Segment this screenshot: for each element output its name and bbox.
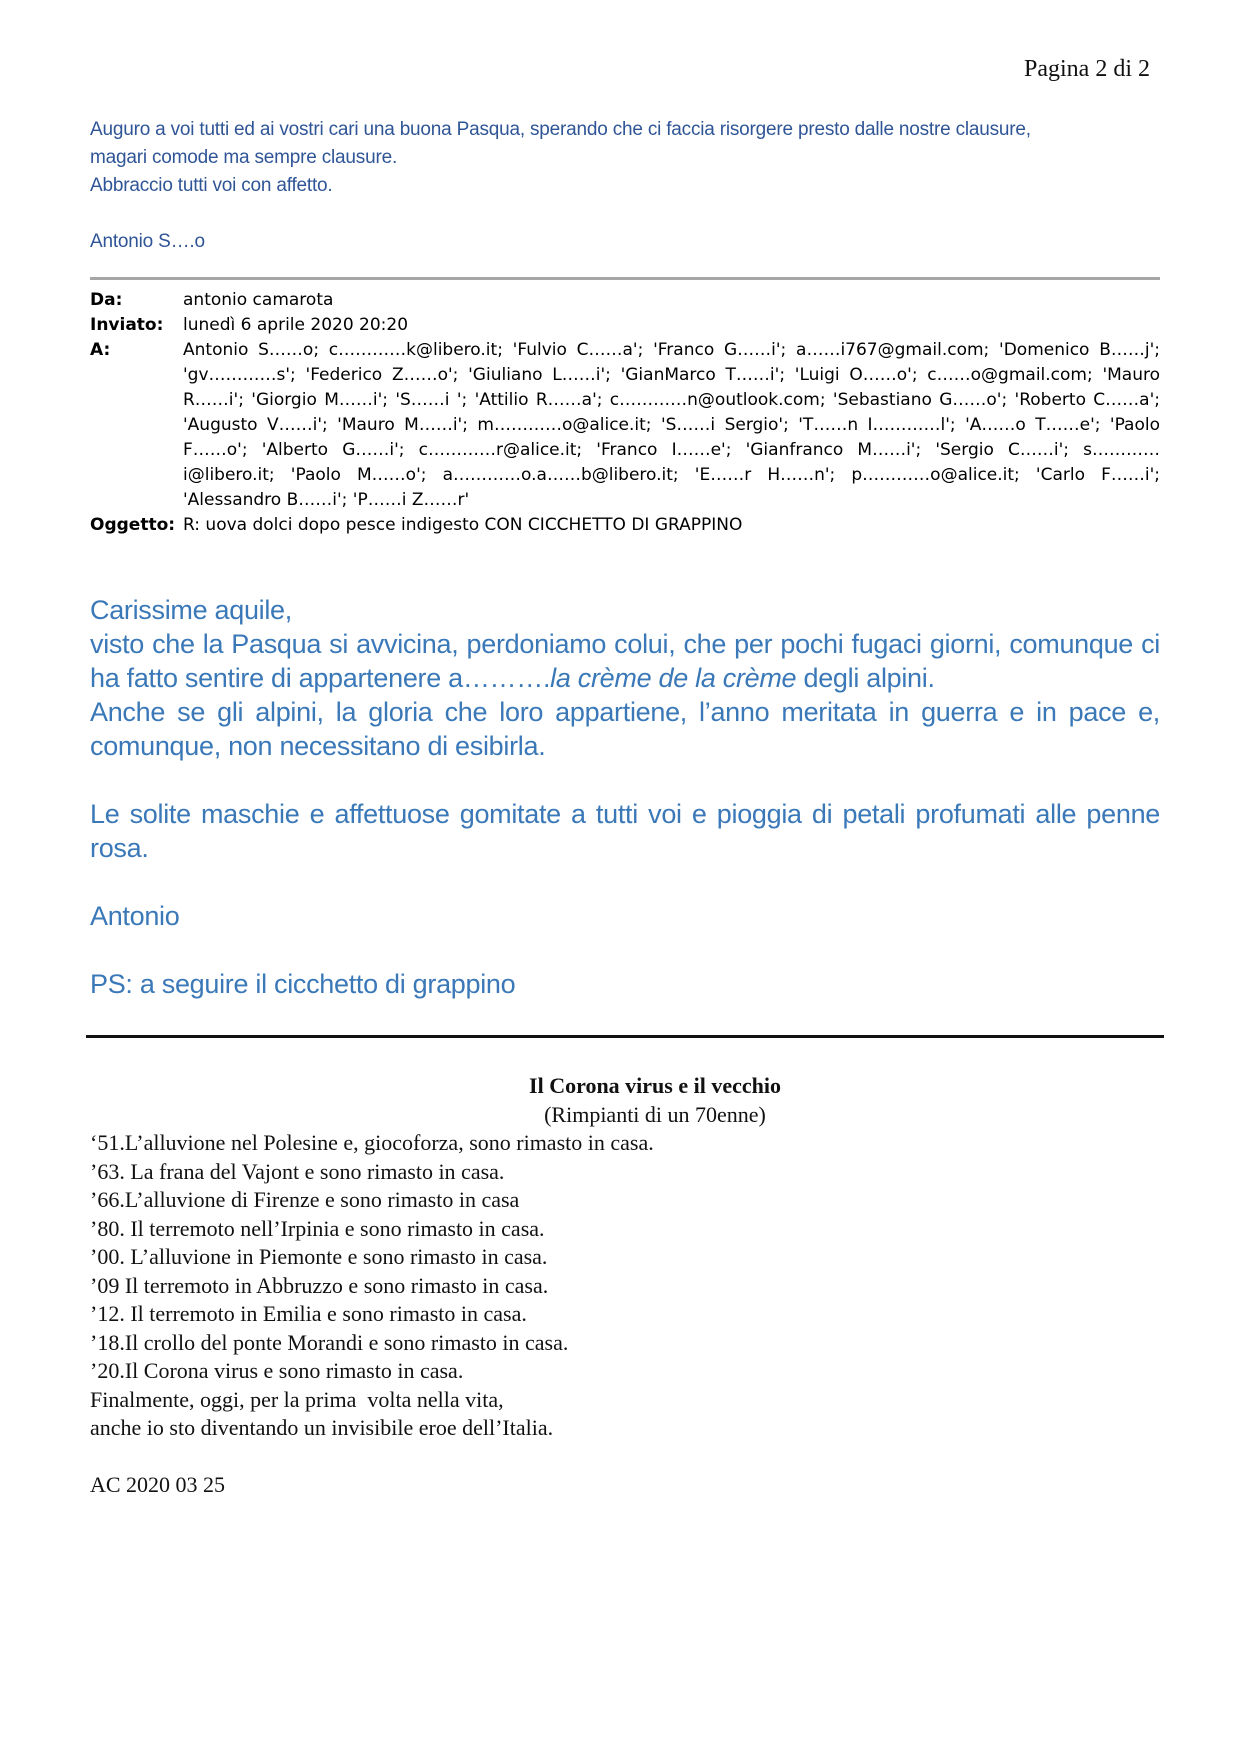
poem-line: Finalmente, oggi, per la prima volta nella vita, (90, 1386, 504, 1412)
poem-line: ’66.L’alluvione di Firenze e sono rimasto in casa (90, 1187, 520, 1212)
poem-subtitle: (Rimpianti di un 70enne) (544, 1101, 766, 1127)
poem-line: ’63. La frana del Vajont e sono rimasto in casa. (90, 1158, 505, 1184)
intro-message (90, 116, 1160, 256)
body-signature: Antonio (90, 901, 180, 931)
subject-value: R: uova dolci dopo pesce indigesto CON CICCHETTO DI GRAPPINO (183, 515, 743, 535)
poem (90, 1072, 1160, 1499)
paragraph-3: Le solite maschie e affettuose gomitate a tutti voi e pioggia di petali profumati alle penne rosa. (90, 799, 1160, 863)
sent-row (90, 313, 1160, 338)
email-header (90, 288, 1160, 538)
poem-signature: AC 2020 03 25 (90, 1471, 226, 1497)
header-divider (90, 277, 1160, 280)
poem-line: ’00. L’alluvione in Piemonte e sono rimasto in casa. (90, 1244, 548, 1269)
from-row (90, 288, 1160, 313)
from-value: antonio camarota (183, 290, 334, 310)
to-label: A: (90, 340, 111, 360)
subject-row (90, 513, 1160, 538)
paragraph-1 (90, 627, 1160, 695)
page-number: Pagina 2 di 2 (1024, 56, 1150, 82)
intro-line: Abbraccio tutti voi con affetto. (90, 175, 333, 196)
poem-line: ’18.Il crollo del ponte Morandi e sono rimasto in casa. (90, 1329, 569, 1355)
poem-line: ‘51.L’alluvione nel Polesine e, giocoforza, sono rimasto in casa. (90, 1130, 654, 1155)
postscript: PS: a seguire il cicchetto di grappino (90, 969, 516, 999)
to-recipients: Antonio S……o; c…………k@libero.it; 'Fulvio C……a'; 'Franco G……i'; a……i767@gmail.com; 'Domenico B……j'; 'gv…………s'; 'Federico Z……o'; 'Giuliano L……i'; 'GianMarco T……i'; 'Luigi O……o'; c……o@gmail.com; 'Mauro R……i'; 'Giorgio M……i'; 'S……i '; 'Attilio R……a'; c…………n@outlook.com; 'Sebastiano G……o'; 'Roberto C……a'; 'Augusto V……i'; 'Mauro M……i'; m…………o@alice.it; 'S……i Sergio'; 'T……n I…………l'; 'A……o T……e'; 'Paolo F……o'; 'Alberto G……i'; c…………r@alice.it; 'Franco I……e'; 'Gianfranco M……i'; 'Sergio C……i'; s…………i@libero.it; 'Paolo M……o'; a…………o.a……b@libero.it; 'E……r H……n'; p…………o@alice.it; 'Carlo F……i'; 'Alessandro B……i'; 'P……i Z……r' (183, 340, 1160, 510)
poem-line: anche io sto diventando un invisibile eroe dell’Italia. (90, 1415, 554, 1440)
poem-line: ’12. Il terremoto in Emilia e sono rimasto in casa. (90, 1301, 527, 1326)
sent-label: Inviato: (90, 315, 164, 335)
paragraph-1-text: visto che la Pasqua si avvicina, perdoniamo colui, che per pochi fugaci giorni, comunque ci ha fatto sentire di appartenere a………. (90, 629, 1160, 693)
paragraph-1-end: degli alpini. (796, 663, 935, 693)
subject-label: Oggetto: (90, 515, 176, 535)
poem-line: ’80. Il terremoto nell’Irpinia e sono rimasto in casa. (90, 1215, 545, 1241)
section-divider (86, 1035, 1164, 1038)
greeting: Carissime aquile, (90, 595, 292, 625)
paragraph-2: Anche se gli alpini, la gloria che loro appartiene, l’anno meritata in guerra e in pace e, comunque, non necessitano di esibirla. (90, 697, 1160, 761)
to-row (90, 338, 1160, 513)
intro-line: Auguro a voi tutti ed ai vostri cari una buona Pasqua, sperando che ci faccia risorgere presto dalle nostre clausure, (90, 119, 1031, 140)
intro-signature: Antonio S….o (90, 231, 205, 252)
poem-line: ’20.Il Corona virus e sono rimasto in casa. (90, 1358, 464, 1383)
message-body (90, 593, 1160, 1001)
paragraph-1-italic: la crème de la crème (550, 663, 797, 693)
poem-title: Il Corona virus e il vecchio (529, 1073, 781, 1098)
intro-line: magari comode ma sempre clausure. (90, 147, 398, 168)
sent-value: lunedì 6 aprile 2020 20:20 (183, 315, 409, 335)
from-label: Da: (90, 290, 123, 310)
poem-line: ’09 Il terremoto in Abbruzzo e sono rimasto in casa. (90, 1272, 549, 1298)
